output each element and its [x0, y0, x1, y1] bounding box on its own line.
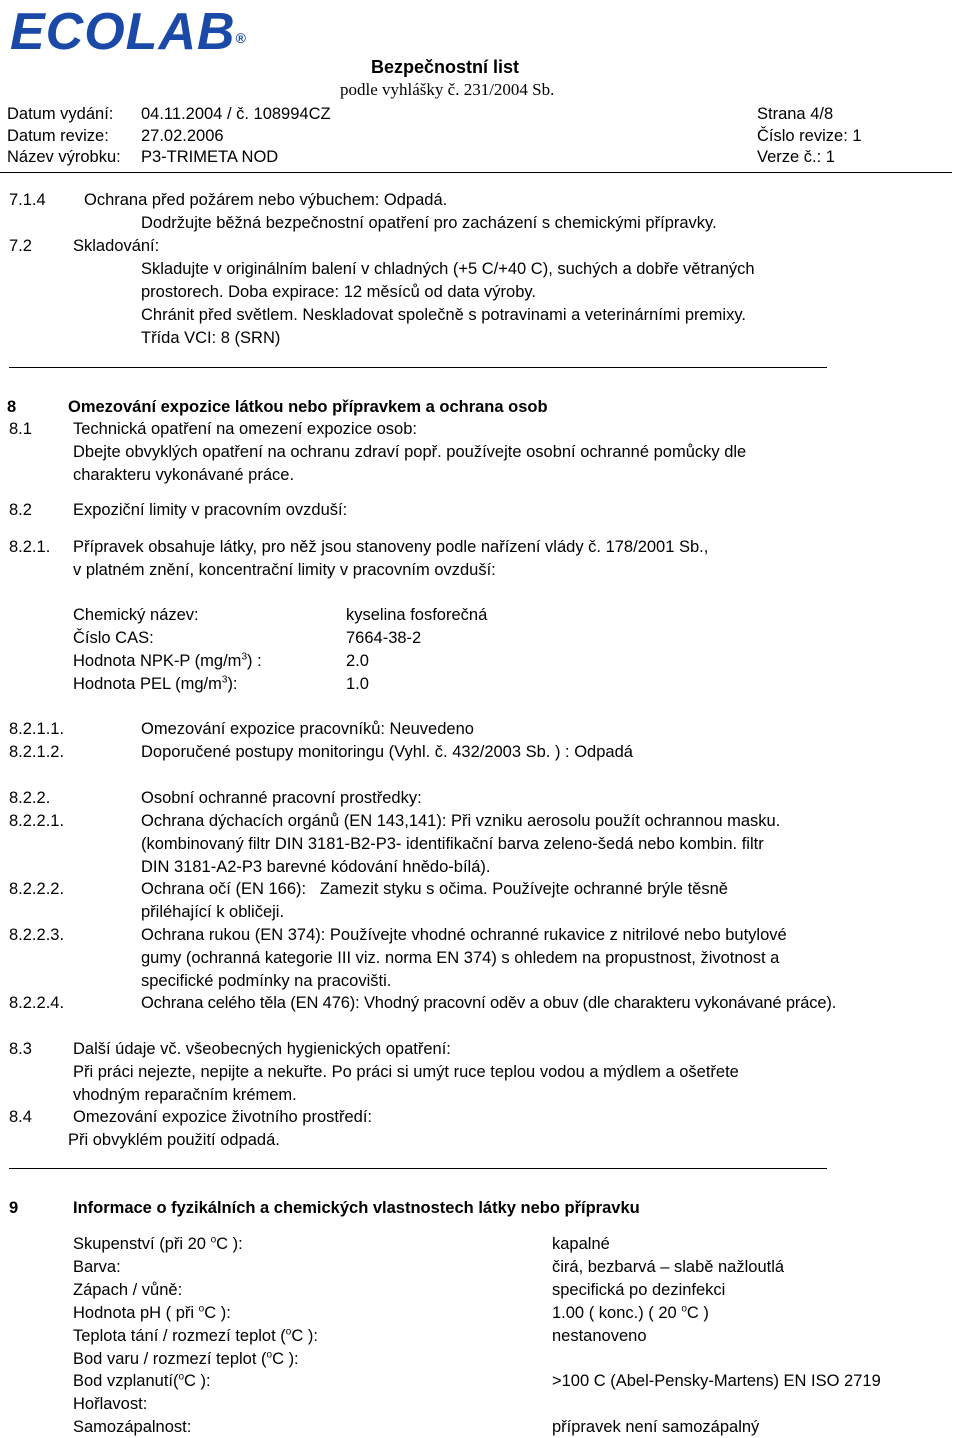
property-value: >100 C (Abel-Pensky-Martens) EN ISO 2719: [552, 1372, 881, 1390]
chemical-name-value: kyselina fosforečná: [346, 606, 488, 624]
section-text: Dodržujte běžná bezpečnostní opatření pro zacházení s chemickými přípravky.: [141, 214, 717, 232]
section-text: Omezování expozice pracovníků: Neuvedeno: [141, 720, 474, 738]
section-text: specifické podmínky na pracovišti.: [141, 972, 392, 990]
section-number: 7.2: [9, 237, 32, 255]
section-number: 8.2.1.1.: [9, 720, 65, 738]
section-text: Dbejte obvyklých opatření na ochranu zdraví popř. používejte osobní ochranné pomůcky dle: [73, 443, 747, 461]
section-heading: Technická opatření na omezení expozice osob:: [73, 420, 417, 438]
product-name-value: P3-TRIMETA NOD: [141, 148, 279, 166]
property-value: nestanoveno: [552, 1327, 647, 1345]
section-number: 7.1.4: [9, 191, 46, 209]
npk-value: 2.0: [346, 652, 369, 670]
version-number: Verze č.: 1: [757, 148, 835, 166]
section-heading: Osobní ochranné pracovní prostředky:: [141, 789, 422, 807]
revision-date-value: 27.02.2006: [141, 127, 224, 145]
pel-label: Hodnota PEL $(mg/m^3)$:: [73, 674, 238, 693]
section-8-title: Omezování expozice látkou nebo přípravkem a ochrana osob: [68, 398, 548, 416]
document-title: Bezpečnostní list: [371, 57, 520, 77]
revision-date-label: Datum revize:: [7, 127, 109, 145]
property-value: čirá, bezbarvá – slabě nažloutlá: [552, 1258, 785, 1276]
section-text: Při obvyklém použití odpadá.: [68, 1131, 280, 1149]
property-value: specifická po dezinfekci: [552, 1281, 726, 1299]
section-text: vhodným reparačním krémem.: [73, 1086, 297, 1104]
property-value: přípravek není samozápalný: [552, 1418, 760, 1436]
section-8-number: 8: [7, 398, 17, 416]
section-number: 8.1: [9, 420, 32, 438]
section-text: Přípravek obsahuje látky, pro něž jsou stanoveny podle nařízení vlády č. 178/2001 Sb.,: [73, 538, 709, 556]
section-text: gumy (ochranná kategorie III viz. norma EN 374) s ohledem na propustnost, životnost a: [141, 949, 780, 967]
section-number: 8.2.2.3.: [9, 926, 65, 944]
property-value: kapalné: [552, 1235, 610, 1253]
section-text: prostorech. Doba expirace: 12 měsíců od data výroby.: [141, 283, 536, 301]
section-text: Ochrana rukou (EN 374): Používejte vhodné ochranné rukavice z nitrilové nebo butylové: [141, 926, 787, 944]
section-number: 8.2: [9, 501, 32, 519]
section-text: Doporučené postupy monitoringu (Vyhl. č. 432/2003 Sb. ) : Odpadá: [141, 743, 633, 761]
section-number: 8.4: [9, 1108, 32, 1126]
section-9-number: 9: [9, 1199, 19, 1217]
section-text: Skladujte v originálním balení v chladných (+5 C/+40 C), suchých a dobře větraných: [141, 260, 755, 278]
section-heading: Expoziční limity v pracovním ovzduší:: [73, 501, 348, 519]
section-text: Třída VCI: 8 (SRN): [141, 329, 281, 347]
section-text: Ochrana očí (EN 166): Zamezit styku s očima. Používejte ochranné brýle těsně: [141, 880, 728, 898]
pel-value: 1.0: [346, 675, 369, 693]
section-heading: Další údaje vč. všeobecných hygienických opatření:: [73, 1040, 451, 1058]
section-text: Chránit před světlem. Neskladovat společně s potravinami a veterinárními premixy.: [141, 306, 746, 324]
section-text: Ochrana celého těla (EN 476): Vhodný pracovní oděv a obuv (dle charakteru vykonávané práce).: [141, 994, 837, 1012]
section-number: 8.2.1.: [9, 538, 51, 556]
section-text: v platném znění, koncentrační limity v pracovním ovzduší:: [73, 561, 496, 579]
cas-value: 7664-38-2: [346, 629, 422, 647]
section-text: Ochrana před požárem nebo výbuchem: Odpadá.: [84, 191, 448, 209]
section-text: charakteru vykonávané práce.: [73, 466, 295, 484]
section-number: 8.2.2.: [9, 789, 51, 807]
issue-date-label: Datum vydání:: [7, 105, 114, 123]
section-number: 8.2.2.1.: [9, 812, 65, 830]
section-number: 8.3: [9, 1040, 32, 1058]
property-label: Barva:: [73, 1258, 121, 1276]
section-text: DIN 3181-A2-P3 barevné kódování hnědo-bílá).: [141, 858, 491, 876]
property-label: Bod vzplanutí($^o$C ):: [73, 1371, 211, 1390]
issue-date-value: 04.11.2004 / č. 108994CZ: [141, 105, 331, 123]
section-9-title: Informace o fyzikálních a chemických vlastnostech látky nebo přípravku: [73, 1199, 640, 1217]
property-value: 1.00 ( konc.) ( 20 $^o$C ): [552, 1303, 709, 1322]
section-divider: [9, 367, 827, 368]
npk-label: Hodnota NPK-P $(mg/m^3)$ :: [73, 651, 262, 670]
page-info: Strana 4/8: [757, 105, 834, 123]
section-text: Při práci nejezte, nepijte a nekuřte. Po práci si umýt ruce teplou vodou a mýdlem a ošetřete: [73, 1063, 739, 1081]
section-divider: [9, 1168, 827, 1169]
header-divider: [0, 172, 952, 173]
section-number: 8.2.2.2.: [9, 880, 65, 898]
property-label: Teplota tání / rozmezí teplot ($^o$C ):: [73, 1326, 318, 1345]
section-number: 8.2.2.4.: [9, 994, 65, 1012]
section-heading: Omezování expozice životního prostředí:: [73, 1108, 372, 1126]
property-label: Hodnota pH ( při $^o$C ):: [73, 1303, 231, 1322]
property-label: Hořlavost:: [73, 1395, 148, 1413]
property-label: Zápach / vůně:: [73, 1281, 183, 1299]
section-text: přiléhající k obličeji.: [141, 903, 285, 921]
section-heading: Skladování:: [73, 237, 160, 255]
ecolab-logo: ECOLAB®: [10, 3, 247, 61]
chemical-name-label: Chemický název:: [73, 606, 199, 624]
property-label: Bod varu / rozmezí teplot ($^o$C ):: [73, 1349, 299, 1368]
product-name-label: Název výrobku:: [7, 148, 121, 166]
cas-label: Číslo CAS:: [73, 629, 154, 647]
property-label: Skupenství (při 20 $^o$C ):: [73, 1234, 243, 1253]
revision-number: Číslo revize: 1: [757, 127, 862, 145]
property-label: Samozápalnost:: [73, 1418, 192, 1436]
section-text: (kombinovaný filtr DIN 3181-B2-P3- identifikační barva zeleno-šedá nebo kombin. filtr: [141, 835, 764, 853]
document-subtitle: podle vyhlášky č. 231/2004 Sb.: [340, 80, 555, 99]
section-number: 8.2.1.2.: [9, 743, 65, 761]
section-text: Ochrana dýchacích orgánů (EN 143,141): Při vzniku aerosolu použít ochrannou masku.: [141, 812, 781, 830]
